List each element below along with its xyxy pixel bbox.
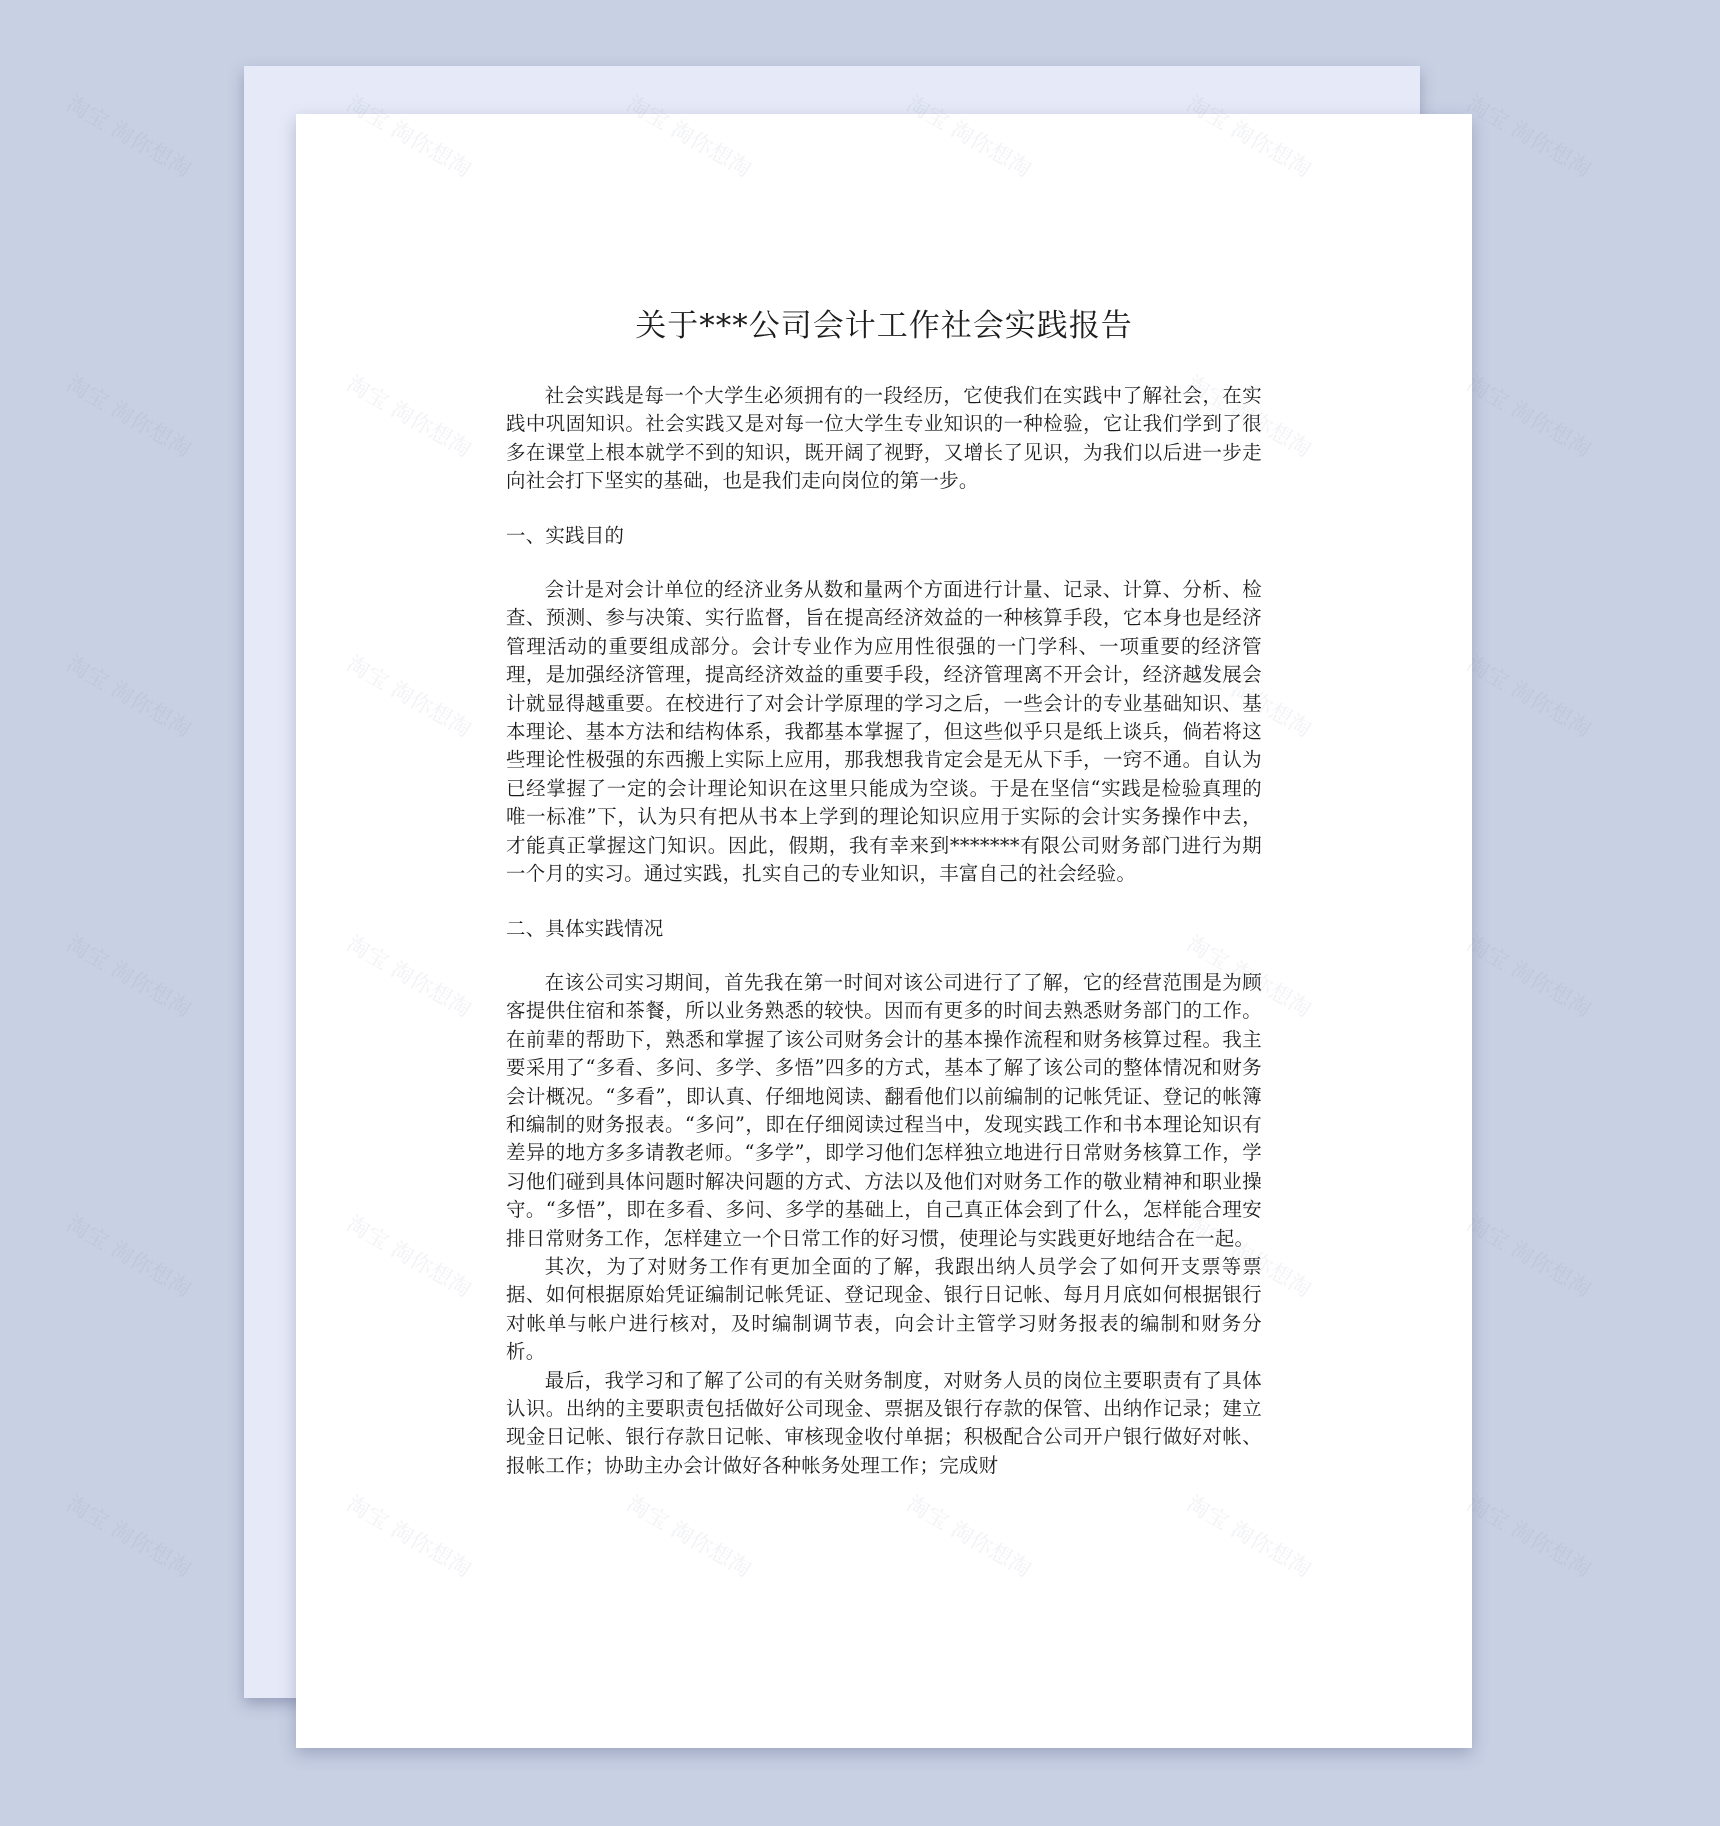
practice-paragraph-3: 最后，我学习和了解了公司的有关财务制度，对财务人员的岗位主要职责有了具体认识。出纳的主要职责包括做好公司现金、票据及银行存款的保管、出纳作记录；建立现金日记帐、银行存款日记帐、审核现金收付单据；积极配合公司开户银行做好对帐、报帐工作；协助主办会计做好各种帐务处理工作；完成财	[506, 1368, 1262, 1477]
watermark: 淘宝 淘你想淘	[62, 1211, 195, 1303]
watermark: 淘宝 淘你想淘	[62, 371, 195, 463]
watermark: 淘宝 淘你想淘	[1462, 1491, 1595, 1583]
watermark: 淘宝 淘你想淘	[1462, 91, 1595, 183]
watermark: 淘宝 淘你想淘	[1462, 651, 1595, 743]
watermark: 淘宝 淘你想淘	[62, 91, 195, 183]
intro-paragraph: 社会实践是每一个大学生必须拥有的一段经历，它使我们在实践中了解社会，在实践中巩固知识。社会实践又是对每一位大学生专业知识的一种检验，它让我们学到了很多在课堂上根本就学不到的知识，既开阔了视野，又增长了见识，为我们以后进一步走向社会打下坚实的基础，也是我们走向岗位的第一步。	[506, 384, 1262, 493]
watermark: 淘宝 淘你想淘	[1462, 1211, 1595, 1303]
section-heading-practice: 二、具体实践情况	[506, 916, 664, 940]
practice-paragraph-2: 其次，为了对财务工作有更加全面的了解，我跟出纳人员学会了如何开支票等票据、如何根据原始凭证编制记帐凭证、登记现金、银行日记帐、每月月底如何根据银行对帐单与帐户进行核对，及时编制调节表，向会计主管学习财务报表的编制和财务分析。	[506, 1254, 1262, 1364]
section-heading-purpose: 一、实践目的	[506, 523, 625, 547]
document-content	[506, 306, 1262, 1480]
watermark: 淘宝 淘你想淘	[62, 1491, 195, 1583]
watermark: 淘宝 淘你想淘	[1462, 931, 1595, 1023]
document-title: 关于***公司会计工作社会实践报告	[635, 308, 1133, 344]
watermark: 淘宝 淘你想淘	[1462, 371, 1595, 463]
watermark: 淘宝 淘你想淘	[62, 651, 195, 743]
purpose-paragraph: 会计是对会计单位的经济业务从数和量两个方面进行计量、记录、计算、分析、检查、预测、参与决策、实行监督，旨在提高经济效益的一种核算手段，它本身也是经济管理活动的重要组成部分。会计专业作为应用性很强的一门学科、一项重要的经济管理，是加强经济管理，提高经济效益的重要手段，经济管理离不开会计，经济越发展会计就显得越重要。在校进行了对会计学原理的学习之后，一些会计的专业基础知识、基本理论、基本方法和结构体系，我都基本掌握了，但这些似乎只是纸上谈兵，倘若将这些理论性极强的东西搬上实际上应用，那我想我肯定会是无从下手，一窍不通。自认为已经掌握了一定的会计理论知识在这里只能成为空谈。于是在坚信“实践是检验真理的唯一标准”下，认为只有把从书本上学到的理论知识应用于实际的会计实务操作中去，才能真正掌握这门知识。因此，假期，我有幸来到*******有限公司财务部门进行为期一个月的实习。通过实践，扎实自己的专业知识，丰富自己的社会经验。	[506, 578, 1262, 886]
document-page	[296, 114, 1472, 1748]
watermark: 淘宝 淘你想淘	[62, 931, 195, 1023]
practice-paragraph-1: 在该公司实习期间，首先我在第一时间对该公司进行了了解，它的经营范围是为顾客提供住宿和茶餐，所以业务熟悉的较快。因而有更多的时间去熟悉财务部门的工作。在前辈的帮助下，熟悉和掌握了该公司财务会计的基本操作流程和财务核算过程。我主要采用了“多看、多问、多学、多悟”四多的方式，基本了解了该公司的整体情况和财务会计概况。“多看”，即认真、仔细地阅读、翻看他们以前编制的记帐凭证、登记的帐簿和编制的财务报表。“多问”，即在仔细阅读过程当中，发现实践工作和书本理论知识有差异的地方多多请教老师。“多学”，即学习他们怎样独立地进行日常财务核算工作，学习他们碰到具体问题时解决问题的方式、方法以及他们对财务工作的敬业精神和职业操守。“多悟”，即在多看、多问、多学的基础上，自己真正体会到了什么，怎样能合理安排日常财务工作，怎样建立一个日常工作的好习惯，使理论与实践更好地结合在一起。	[506, 970, 1262, 1250]
